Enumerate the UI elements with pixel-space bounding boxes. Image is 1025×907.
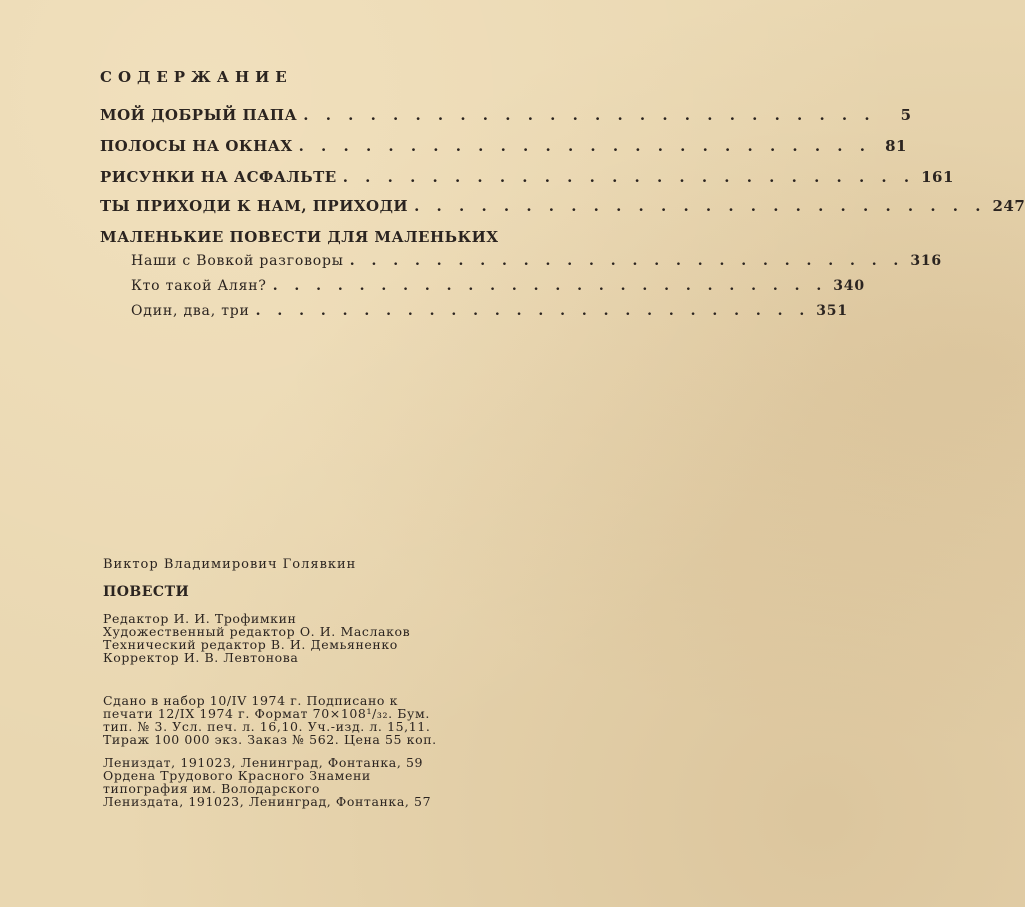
toc-entry [100, 106, 912, 124]
toc-entry-page: 81 [885, 137, 907, 155]
toc-entry-page: 161 [921, 168, 954, 186]
printer-line: типография им. Володарского [103, 781, 321, 796]
credit-line: Корректор И. В. Левтонова [103, 650, 299, 665]
book-title: ПОВЕСТИ [103, 584, 190, 600]
toc-entry [100, 137, 907, 155]
toc-sub-entry-page: 351 [816, 303, 848, 319]
toc-leader-dots: . . . . . . . . . . . . . . . . . . . . . . . . . . [349, 253, 905, 269]
publication-details [103, 694, 437, 746]
toc-entry-title: МОЙ ДОБРЫЙ ПАПА [100, 106, 298, 124]
toc-entry-page: 5 [900, 106, 912, 124]
credit-line: Художественный редактор О. И. Маслаков [103, 624, 411, 639]
toc-entry-title: РИСУНКИ НА АСФАЛЬТЕ [100, 168, 337, 186]
toc-entry [100, 197, 1025, 215]
toc-sub-entry [131, 278, 865, 294]
author-name: Виктор Владимирович Голявкин [103, 557, 357, 572]
toc-entry-page: 247 [992, 197, 1025, 215]
toc-sub-entry [131, 253, 942, 269]
publication-line: Тираж 100 000 экз. Заказ № 562. Цена 55 коп. [103, 732, 437, 747]
printer-details [103, 756, 431, 808]
toc-sub-entry-title: Один, два, три [131, 303, 250, 319]
toc-sub-entry-page: 316 [910, 253, 942, 269]
printer-line: Лениздата, 191023, Ленинград, Фонтанка, 57 [103, 794, 432, 809]
toc-heading: СОДЕРЖАНИЕ [100, 68, 293, 86]
printer-line: Лениздат, 191023, Ленинград, Фонтанка, 59 [103, 755, 424, 770]
credit-line: Редактор И. И. Трофимкин [103, 611, 297, 626]
publication-line: Сдано в набор 10/IV 1974 г. Подписано к [103, 693, 398, 708]
publication-line: печати 12/IX 1974 г. Формат 70×108¹/₃₂. Бум. [103, 706, 430, 721]
printer-line: Ордена Трудового Красного Знамени [103, 768, 371, 783]
toc-sub-entry-page: 340 [833, 278, 865, 294]
toc-entry-title: ТЫ ПРИХОДИ К НАМ, ПРИХОДИ [100, 197, 409, 215]
toc-sub-entry-title: Кто такой Алян? [131, 278, 267, 294]
publication-line: тип. № 3. Усл. печ. л. 16,10. Уч.-изд. л. 15,11. [103, 719, 431, 734]
toc-entry [100, 168, 954, 186]
toc-section-title: МАЛЕНЬКИЕ ПОВЕСТИ ДЛЯ МАЛЕНЬКИХ [100, 228, 499, 246]
toc-leader-dots: . . . . . . . . . . . . . . . . . . . . . . . . . . [414, 197, 987, 215]
editorial-credits [103, 612, 410, 664]
toc-leader-dots: . . . . . . . . . . . . . . . . . . . . . . . . . . [303, 106, 876, 124]
toc-sub-entry [131, 303, 848, 319]
toc-leader-dots: . . . . . . . . . . . . . . . . . . . . . . . . . . [342, 168, 916, 186]
credit-line: Технический редактор В. И. Демьяненко [103, 637, 398, 652]
toc-leader-dots: . . . . . . . . . . . . . . . . . . . . . . . . . . [255, 303, 811, 319]
toc-leader-dots: . . . . . . . . . . . . . . . . . . . . . . . . . . [272, 278, 828, 294]
toc-entry-title: ПОЛОСЫ НА ОКНАХ [100, 137, 293, 155]
toc-leader-dots: . . . . . . . . . . . . . . . . . . . . . . . . . . [298, 137, 871, 155]
toc-sub-entry-title: Наши с Вовкой разговоры [131, 253, 344, 269]
